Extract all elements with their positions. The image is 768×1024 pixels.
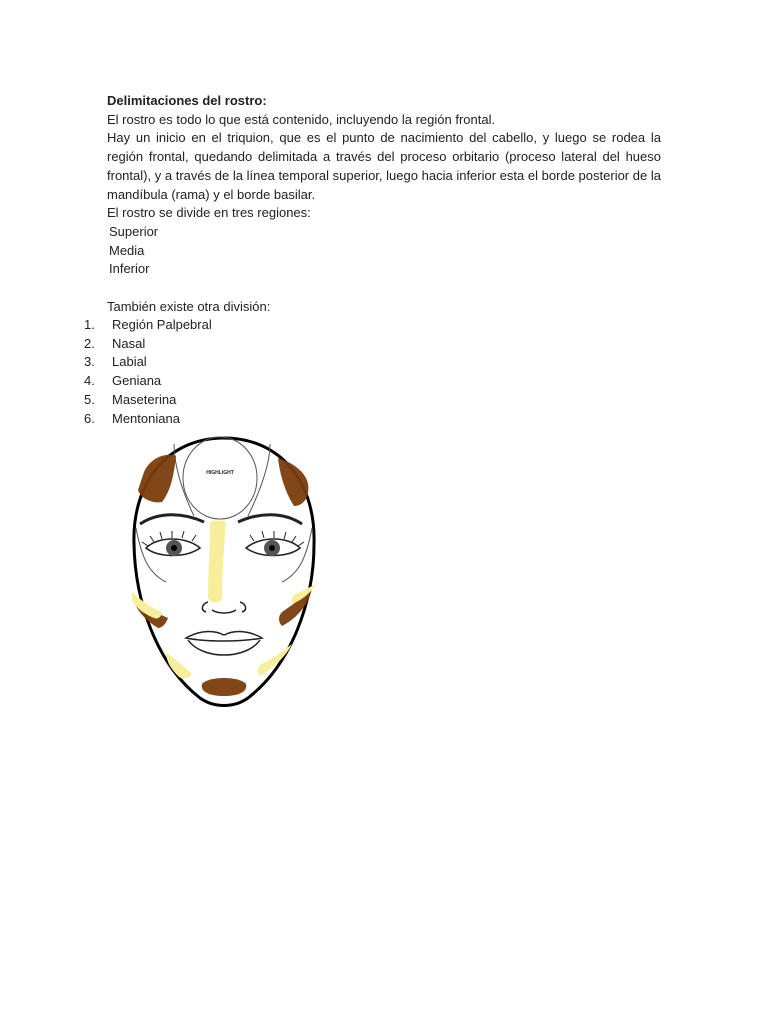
region-inferior: Inferior	[109, 261, 150, 277]
pupil-right	[269, 545, 275, 551]
list-number: 5.	[84, 391, 95, 407]
list-item	[84, 335, 212, 354]
paragraph-other-division: También existe otra división:	[107, 298, 271, 314]
list-item	[84, 410, 212, 429]
list-number: 2.	[84, 335, 95, 351]
region-superior: Superior	[109, 223, 159, 239]
list-label: Labial	[112, 354, 147, 370]
list-number: 3.	[84, 354, 95, 370]
list-label: Mentoniana	[112, 410, 180, 426]
forehead-label: HIGHLIGHT	[206, 470, 234, 476]
list-item	[84, 372, 212, 391]
list-number: 4.	[84, 373, 95, 389]
paragraph-boundaries: Hay un inicio en el triquion, que es el punto de nacimiento del cabello, y luego se rodea la región frontal, quedando delimitada a través del proceso orbitario (proceso lateral del hueso frontal), y a través de la línea temporal superior, luego hacia inferior esta el borde posterior de la mandíbula (rama) y el borde basilar.	[107, 130, 661, 202]
paragraph-definition: El rostro es todo lo que está contenido, incluyendo la región frontal.	[107, 111, 496, 127]
list-label: Región Palpebral	[112, 317, 212, 332]
blank-line	[107, 279, 661, 298]
document-body	[107, 92, 661, 316]
list-label: Maseterina	[112, 391, 177, 407]
list-item	[84, 391, 212, 410]
list-number: 1.	[84, 317, 95, 332]
pupil-left	[171, 545, 177, 551]
region-media: Media	[109, 242, 145, 258]
list-label: Nasal	[112, 335, 146, 351]
list-number: 6.	[84, 410, 95, 426]
paragraph-regions-intro: El rostro se divide en tres regiones:	[107, 205, 311, 221]
other-division-list	[84, 316, 212, 428]
contour-chin	[202, 678, 247, 696]
list-item	[84, 353, 212, 372]
list-label: Geniana	[112, 373, 162, 389]
section-heading: Delimitaciones del rostro:	[107, 93, 267, 108]
face-contour-illustration	[122, 432, 326, 714]
list-item	[84, 316, 212, 335]
